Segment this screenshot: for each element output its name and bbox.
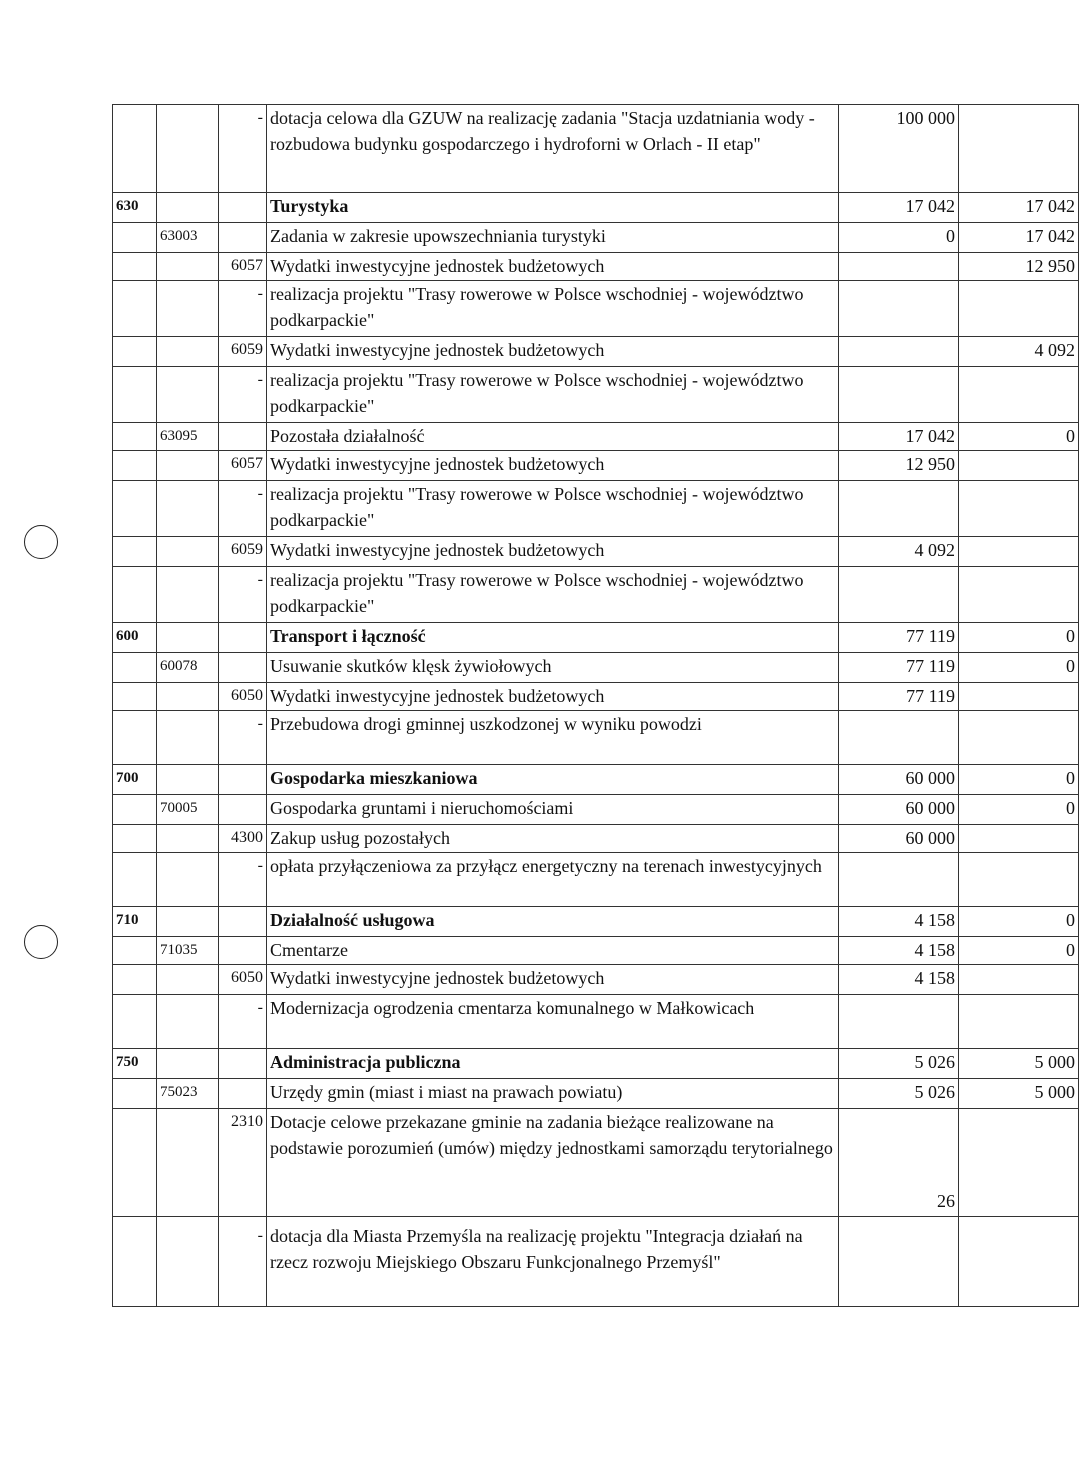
- amount-change-cell: [959, 537, 1079, 567]
- description-cell: opłata przyłączeniowa za przyłącz energetyczny na terenach inwestycyjnych: [267, 853, 839, 907]
- rozdzial-cell: [157, 853, 219, 907]
- amount-change-cell: 0: [959, 765, 1079, 795]
- description-cell: Wydatki inwestycyjne jednostek budżetowych: [267, 537, 839, 567]
- amount-plan-cell: 0: [839, 223, 959, 253]
- table-row: [113, 907, 1079, 937]
- amount-plan-cell: 60 000: [839, 795, 959, 825]
- amount-plan-cell: 4 158: [839, 965, 959, 995]
- description-cell: Usuwanie skutków klęsk żywiołowych: [267, 653, 839, 683]
- amount-change-cell: [959, 825, 1079, 853]
- amount-plan-cell: 4 158: [839, 937, 959, 965]
- table-row: [113, 281, 1079, 337]
- paragraf-cell: [219, 193, 267, 223]
- amount-change-cell: 17 042: [959, 193, 1079, 223]
- dzial-cell: [113, 825, 157, 853]
- description-cell: Przebudowa drogi gminnej uszkodzonej w wyniku powodzi: [267, 711, 839, 765]
- rozdzial-cell: [157, 711, 219, 765]
- dzial-cell: [113, 795, 157, 825]
- table-row: [113, 337, 1079, 367]
- rozdzial-cell: [157, 995, 219, 1049]
- description-cell: Wydatki inwestycyjne jednostek budżetowych: [267, 253, 839, 281]
- punch-hole-upper: [24, 525, 58, 559]
- description-cell: Wydatki inwestycyjne jednostek budżetowych: [267, 683, 839, 711]
- description-cell: dotacja celowa dla GZUW na realizację zadania "Stacja uzdatniania wody - rozbudowa budynku gospodarczego i hydroforni w Orlach - II etap": [267, 105, 839, 193]
- dzial-cell: 750: [113, 1049, 157, 1079]
- rozdzial-cell: [157, 765, 219, 795]
- description-cell: realizacja projektu "Trasy rowerowe w Polsce wschodniej - województwo podkarpackie": [267, 567, 839, 623]
- paragraf-cell: [219, 795, 267, 825]
- description-cell: dotacja dla Miasta Przemyśla na realizację projektu "Integracja działań na rzecz rozwoju Miejskiego Obszaru Funkcjonalnego Przemyśl": [267, 1217, 839, 1307]
- paragraf-cell: 6059: [219, 537, 267, 567]
- paragraf-cell: [219, 1079, 267, 1109]
- dzial-cell: [113, 451, 157, 481]
- table-row: [113, 451, 1079, 481]
- paragraf-cell: [219, 423, 267, 451]
- table-row: [113, 825, 1079, 853]
- rozdzial-cell: [157, 1049, 219, 1079]
- amount-change-cell: 12 950: [959, 253, 1079, 281]
- dzial-cell: [113, 481, 157, 537]
- amount-plan-cell: [839, 367, 959, 423]
- rozdzial-cell: [157, 281, 219, 337]
- rozdzial-cell: [157, 451, 219, 481]
- dzial-cell: 600: [113, 623, 157, 653]
- paragraf-cell: [219, 623, 267, 653]
- amount-plan-cell: 77 119: [839, 653, 959, 683]
- punch-hole-lower: [24, 925, 58, 959]
- table-row: [113, 623, 1079, 653]
- amount-change-cell: 0: [959, 623, 1079, 653]
- amount-change-cell: 4 092: [959, 337, 1079, 367]
- dzial-cell: [113, 653, 157, 683]
- paragraf-cell: [219, 765, 267, 795]
- rozdzial-cell: [157, 1109, 219, 1217]
- description-cell: realizacja projektu "Trasy rowerowe w Polsce wschodniej - województwo podkarpackie": [267, 367, 839, 423]
- amount-change-cell: [959, 105, 1079, 193]
- amount-plan-cell: 12 950: [839, 451, 959, 481]
- amount-plan-cell: 60 000: [839, 765, 959, 795]
- paragraf-cell: 6057: [219, 253, 267, 281]
- dzial-cell: [113, 711, 157, 765]
- table-row: [113, 1109, 1079, 1217]
- amount-plan-cell: 17 042: [839, 423, 959, 451]
- amount-plan-cell: 4 158: [839, 907, 959, 937]
- rozdzial-cell: 63003: [157, 223, 219, 253]
- table-row: [113, 567, 1079, 623]
- table-row: [113, 1079, 1079, 1109]
- paragraf-cell: [219, 907, 267, 937]
- amount-plan-cell: [839, 481, 959, 537]
- paragraf-cell: -: [219, 853, 267, 907]
- rozdzial-cell: [157, 105, 219, 193]
- amount-change-cell: [959, 1217, 1079, 1307]
- dzial-cell: 710: [113, 907, 157, 937]
- paragraf-cell: [219, 223, 267, 253]
- dzial-cell: [113, 567, 157, 623]
- amount-change-cell: 0: [959, 795, 1079, 825]
- description-cell: Turystyka: [267, 193, 839, 223]
- amount-plan-cell: [839, 1217, 959, 1307]
- amount-change-cell: 0: [959, 907, 1079, 937]
- table-row: [113, 795, 1079, 825]
- description-cell: Zakup usług pozostałych: [267, 825, 839, 853]
- rozdzial-cell: [157, 1217, 219, 1307]
- amount-change-cell: 17 042: [959, 223, 1079, 253]
- dzial-cell: [113, 223, 157, 253]
- description-cell: Gospodarka mieszkaniowa: [267, 765, 839, 795]
- table-row: [113, 105, 1079, 193]
- description-cell: Pozostała działalność: [267, 423, 839, 451]
- amount-plan-cell: [839, 337, 959, 367]
- table-row: [113, 995, 1079, 1049]
- dzial-cell: [113, 253, 157, 281]
- dzial-cell: [113, 423, 157, 451]
- table-row: [113, 937, 1079, 965]
- table-row: [113, 1049, 1079, 1079]
- amount-change-cell: 5 000: [959, 1079, 1079, 1109]
- amount-change-cell: [959, 281, 1079, 337]
- rozdzial-cell: 63095: [157, 423, 219, 451]
- rozdzial-cell: 70005: [157, 795, 219, 825]
- dzial-cell: [113, 853, 157, 907]
- dzial-cell: [113, 683, 157, 711]
- amount-plan-cell: 5 026: [839, 1079, 959, 1109]
- rozdzial-cell: [157, 253, 219, 281]
- dzial-cell: [113, 337, 157, 367]
- table-row: [113, 1217, 1079, 1307]
- amount-plan-cell: 26: [839, 1109, 959, 1217]
- paragraf-cell: -: [219, 367, 267, 423]
- budget-table: [112, 104, 1079, 1307]
- rozdzial-cell: 71035: [157, 937, 219, 965]
- table-row: [113, 223, 1079, 253]
- description-cell: Cmentarze: [267, 937, 839, 965]
- paragraf-cell: -: [219, 281, 267, 337]
- paragraf-cell: -: [219, 481, 267, 537]
- paragraf-cell: -: [219, 1217, 267, 1307]
- amount-plan-cell: 77 119: [839, 623, 959, 653]
- amount-change-cell: [959, 451, 1079, 481]
- amount-change-cell: 0: [959, 423, 1079, 451]
- paragraf-cell: 2310: [219, 1109, 267, 1217]
- amount-plan-cell: 17 042: [839, 193, 959, 223]
- rozdzial-cell: 60078: [157, 653, 219, 683]
- amount-plan-cell: [839, 253, 959, 281]
- amount-plan-cell: [839, 711, 959, 765]
- amount-change-cell: [959, 683, 1079, 711]
- description-cell: Urzędy gmin (miast i miast na prawach powiatu): [267, 1079, 839, 1109]
- amount-change-cell: 0: [959, 653, 1079, 683]
- paragraf-cell: 4300: [219, 825, 267, 853]
- description-cell: realizacja projektu "Trasy rowerowe w Polsce wschodniej - województwo podkarpackie": [267, 281, 839, 337]
- paragraf-cell: 6059: [219, 337, 267, 367]
- description-cell: Modernizacja ogrodzenia cmentarza komunalnego w Małkowicach: [267, 995, 839, 1049]
- paragraf-cell: -: [219, 711, 267, 765]
- description-cell: Gospodarka gruntami i nieruchomościami: [267, 795, 839, 825]
- paragraf-cell: [219, 937, 267, 965]
- amount-change-cell: [959, 1109, 1079, 1217]
- dzial-cell: [113, 1217, 157, 1307]
- paragraf-cell: -: [219, 995, 267, 1049]
- dzial-cell: 630: [113, 193, 157, 223]
- amount-plan-cell: [839, 281, 959, 337]
- rozdzial-cell: [157, 537, 219, 567]
- table-row: [113, 683, 1079, 711]
- amount-change-cell: [959, 853, 1079, 907]
- table-row: [113, 965, 1079, 995]
- amount-plan-cell: [839, 567, 959, 623]
- rozdzial-cell: [157, 481, 219, 537]
- rozdzial-cell: [157, 367, 219, 423]
- rozdzial-cell: [157, 683, 219, 711]
- description-cell: Działalność usługowa: [267, 907, 839, 937]
- table-row: [113, 537, 1079, 567]
- table-row: [113, 481, 1079, 537]
- rozdzial-cell: 75023: [157, 1079, 219, 1109]
- description-cell: realizacja projektu "Trasy rowerowe w Polsce wschodniej - województwo podkarpackie": [267, 481, 839, 537]
- rozdzial-cell: [157, 337, 219, 367]
- rozdzial-cell: [157, 623, 219, 653]
- table-row: [113, 765, 1079, 795]
- table-row: [113, 853, 1079, 907]
- amount-change-cell: [959, 567, 1079, 623]
- dzial-cell: [113, 995, 157, 1049]
- table-row: [113, 423, 1079, 451]
- description-cell: Wydatki inwestycyjne jednostek budżetowych: [267, 451, 839, 481]
- amount-change-cell: 0: [959, 937, 1079, 965]
- dzial-cell: [113, 537, 157, 567]
- description-cell: Dotacje celowe przekazane gminie na zadania bieżące realizowane na podstawie porozumień (umów) między jednostkami samorządu terytorialnego: [267, 1109, 839, 1217]
- dzial-cell: [113, 367, 157, 423]
- rozdzial-cell: [157, 965, 219, 995]
- amount-plan-cell: 4 092: [839, 537, 959, 567]
- amount-change-cell: [959, 481, 1079, 537]
- amount-change-cell: [959, 367, 1079, 423]
- dzial-cell: [113, 965, 157, 995]
- table-row: [113, 711, 1079, 765]
- description-cell: Administracja publiczna: [267, 1049, 839, 1079]
- paragraf-cell: -: [219, 105, 267, 193]
- table-row: [113, 253, 1079, 281]
- amount-plan-cell: [839, 853, 959, 907]
- paragraf-cell: 6050: [219, 965, 267, 995]
- dzial-cell: [113, 105, 157, 193]
- table-row: [113, 653, 1079, 683]
- description-cell: Wydatki inwestycyjne jednostek budżetowych: [267, 965, 839, 995]
- table-row: [113, 193, 1079, 223]
- rozdzial-cell: [157, 907, 219, 937]
- dzial-cell: 700: [113, 765, 157, 795]
- table-row: [113, 367, 1079, 423]
- amount-plan-cell: 60 000: [839, 825, 959, 853]
- description-cell: Wydatki inwestycyjne jednostek budżetowych: [267, 337, 839, 367]
- amount-plan-cell: 5 026: [839, 1049, 959, 1079]
- paragraf-cell: 6050: [219, 683, 267, 711]
- amount-plan-cell: 100 000: [839, 105, 959, 193]
- dzial-cell: [113, 937, 157, 965]
- rozdzial-cell: [157, 825, 219, 853]
- dzial-cell: [113, 1079, 157, 1109]
- paragraf-cell: [219, 1049, 267, 1079]
- dzial-cell: [113, 281, 157, 337]
- description-cell: Zadania w zakresie upowszechniania turystyki: [267, 223, 839, 253]
- paragraf-cell: 6057: [219, 451, 267, 481]
- amount-change-cell: [959, 995, 1079, 1049]
- description-cell: Transport i łączność: [267, 623, 839, 653]
- amount-change-cell: 5 000: [959, 1049, 1079, 1079]
- rozdzial-cell: [157, 193, 219, 223]
- paragraf-cell: -: [219, 567, 267, 623]
- paragraf-cell: [219, 653, 267, 683]
- amount-plan-cell: [839, 995, 959, 1049]
- amount-plan-cell: 77 119: [839, 683, 959, 711]
- amount-change-cell: [959, 711, 1079, 765]
- amount-change-cell: [959, 965, 1079, 995]
- rozdzial-cell: [157, 567, 219, 623]
- dzial-cell: [113, 1109, 157, 1217]
